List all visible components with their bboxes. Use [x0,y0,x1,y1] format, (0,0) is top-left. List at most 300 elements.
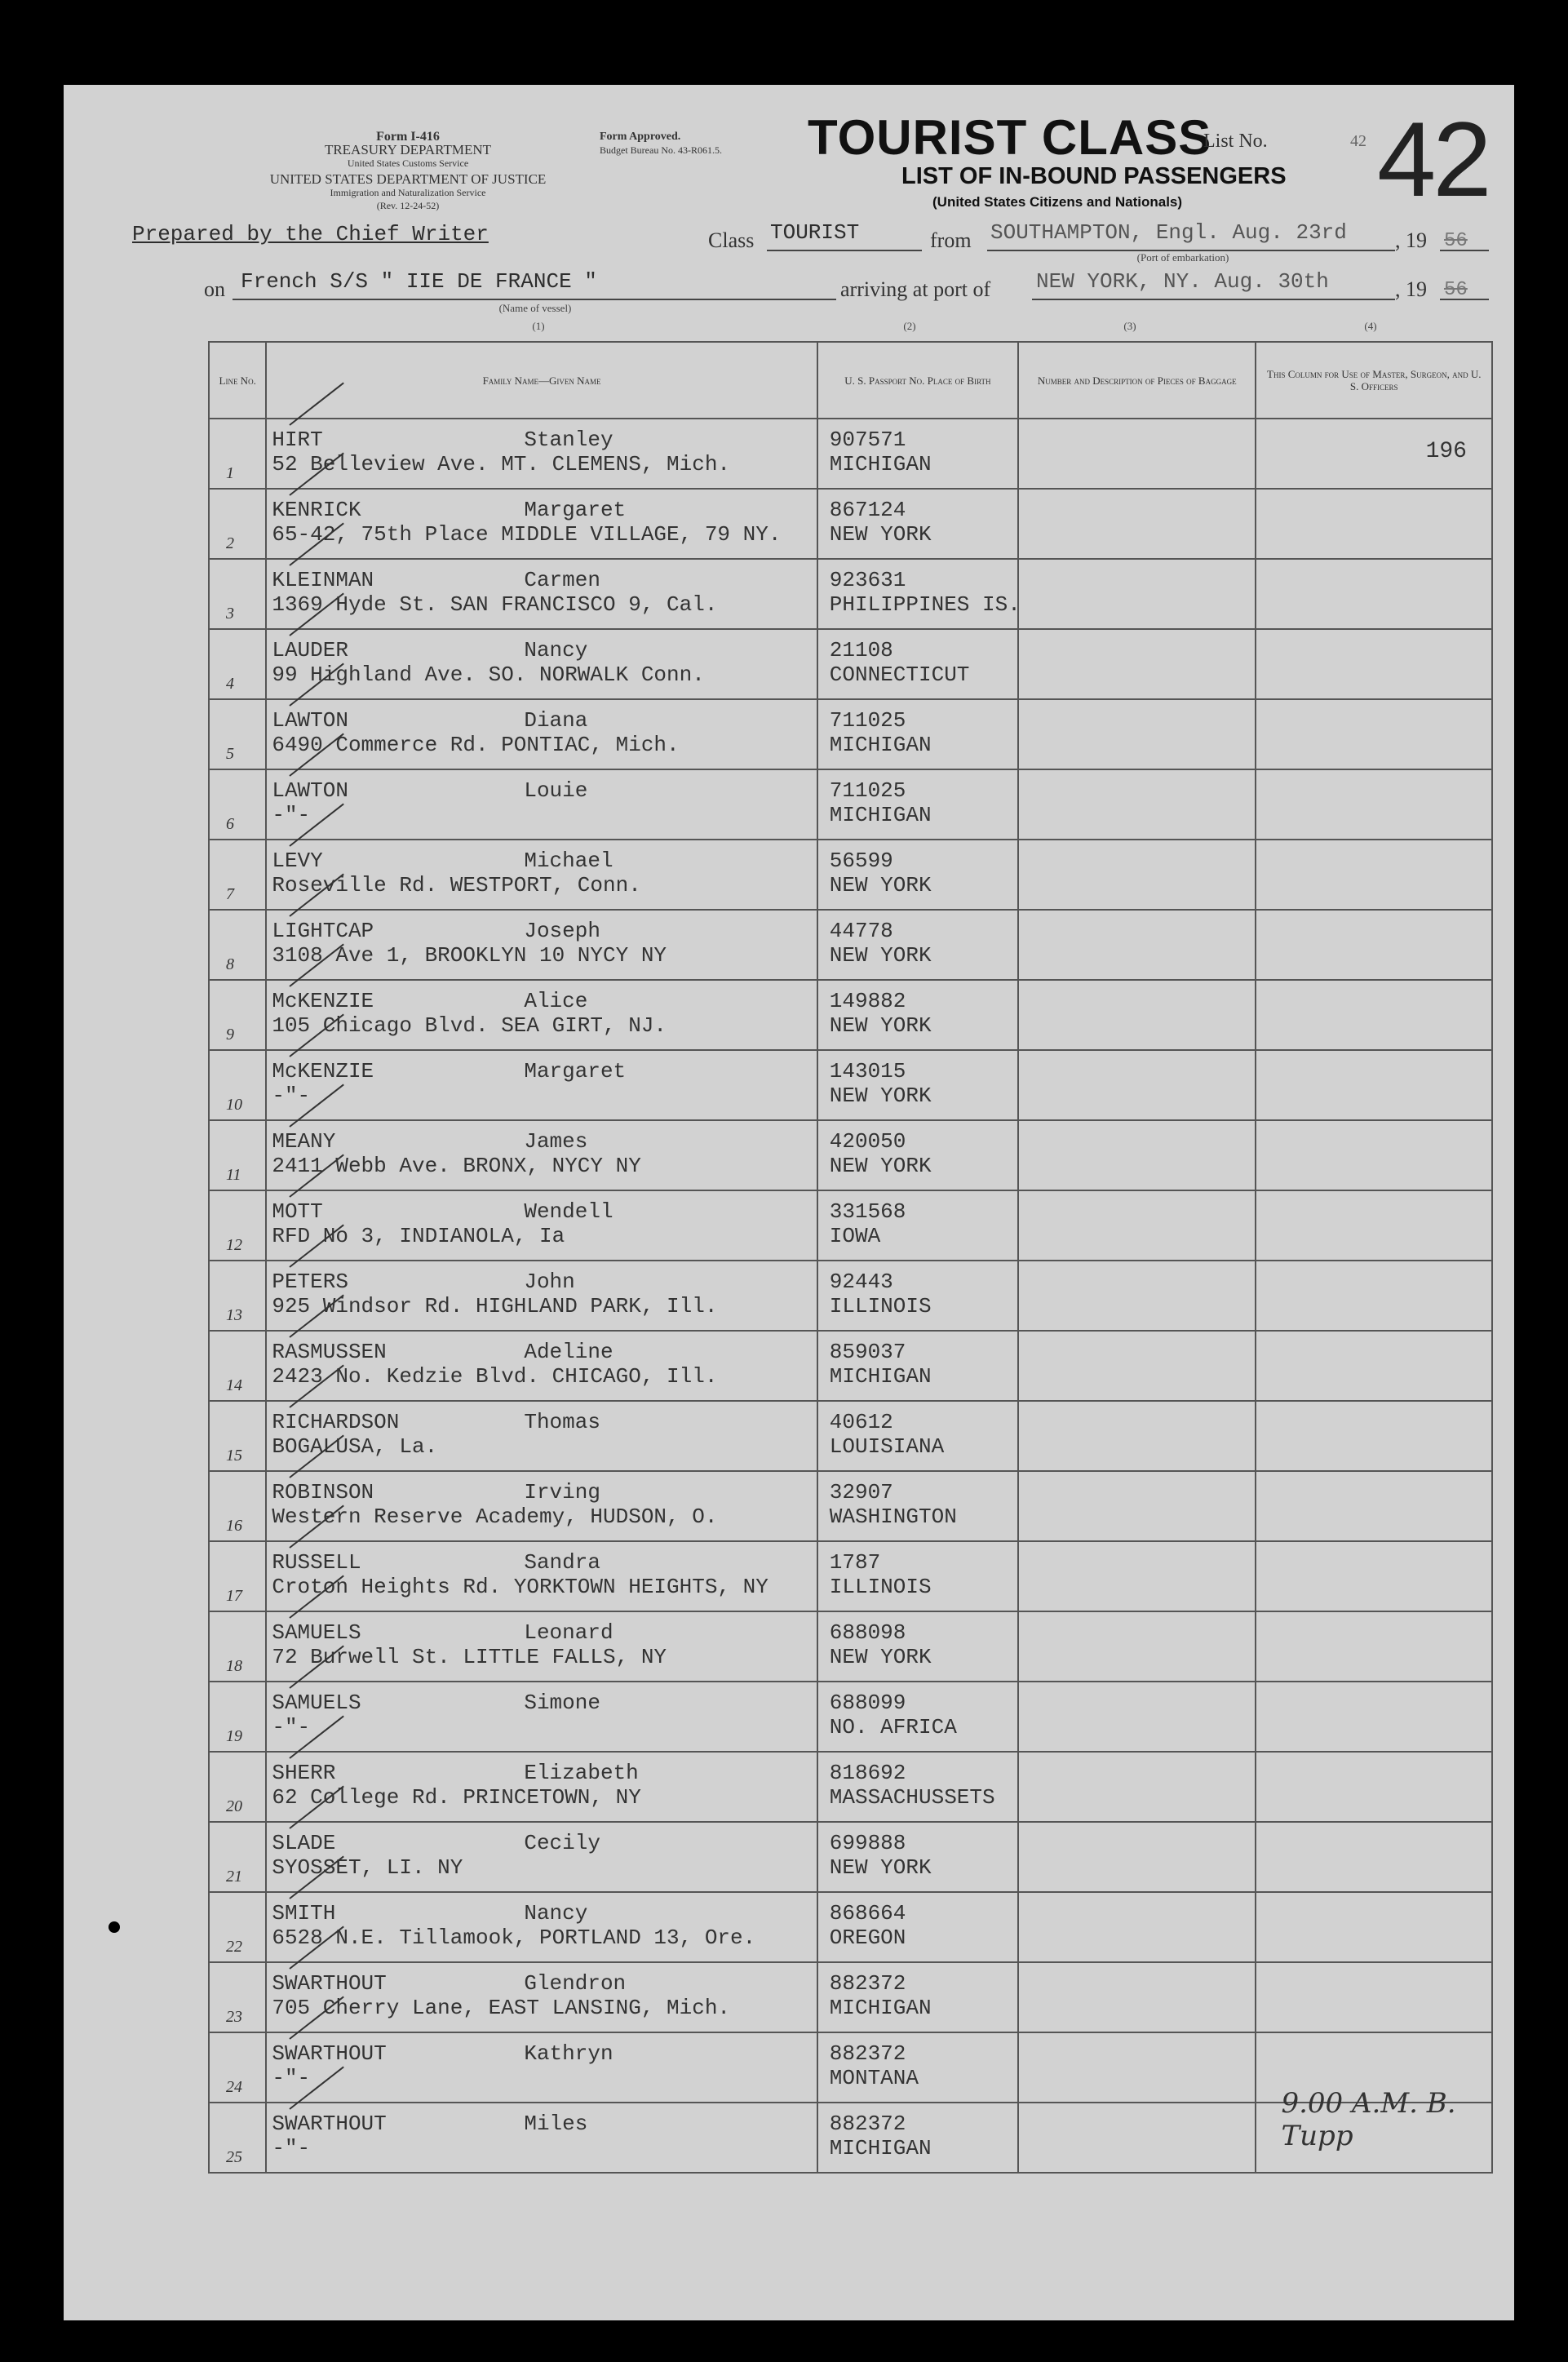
form-number: Form I-416 [376,130,440,144]
table-row [209,1190,1492,1261]
family-name: McKENZIE [272,989,374,1013]
place-of-birth: NEW YORK [829,1013,932,1038]
given-name: Simone [524,1691,600,1715]
line-number-cell [209,1892,266,1962]
name-cell [266,1752,817,1822]
passport-number: 44778 [829,919,893,943]
passport-number: 923631 [829,568,906,592]
line-number: 6 [226,815,234,833]
given-name: Margaret [524,1059,627,1084]
line-number: 13 [226,1306,242,1324]
vessel-name: French S/S " IIE DE FRANCE " [241,269,597,294]
family-name: SWARTHOUT [272,1971,387,1996]
line-number-cell [209,1611,266,1682]
passport-cell [817,2032,1018,2103]
table-row [209,1401,1492,1471]
address: -"- [272,1084,311,1108]
col-index-4: (4) [1364,320,1377,332]
form-agency-block [204,131,612,212]
line-number: 8 [226,955,234,973]
passport-cell [817,1190,1018,1261]
place-of-birth: NEW YORK [829,943,932,968]
family-name: LAUDER [272,638,348,663]
name-cell [266,699,817,769]
name-cell [266,2032,817,2103]
family-name: LEVY [272,849,323,873]
prepared-by: Prepared by the Chief Writer [132,222,489,246]
port-caption: (Port of embarkation) [1136,251,1229,264]
passport-cell [817,419,1018,489]
line-number-cell [209,910,266,980]
place-of-birth: MASSACHUSSETS [829,1785,995,1810]
line-number: 20 [226,1797,242,1815]
table-row [209,840,1492,910]
place-of-birth: PHILIPPINES IS. [829,592,1021,617]
table-row [209,1962,1492,2032]
officer-cell [1256,1822,1492,1892]
passport-number: 711025 [829,708,906,733]
place-of-birth: MICHIGAN [829,2136,932,2160]
passport-number: 699888 [829,1831,906,1855]
table-row [209,1050,1492,1120]
address: 62 College Rd. PRINCETOWN, NY [272,1785,641,1810]
class-field-line [767,250,922,251]
baggage-cell [1018,2103,1256,2173]
table-row [209,1471,1492,1541]
officer-cell [1256,699,1492,769]
passport-number: 331568 [829,1199,906,1224]
name-cell [266,1611,817,1682]
given-name: Glendron [524,1971,627,1996]
name-cell [266,980,817,1050]
line-number: 19 [226,1727,242,1745]
passport-number: 882372 [829,2041,906,2066]
passport-number: 40612 [829,1410,893,1434]
baggage-cell [1018,629,1256,699]
baggage-cell [1018,1120,1256,1190]
baggage-cell [1018,1471,1256,1541]
address: 105 Chicago Blvd. SEA GIRT, NJ. [272,1013,667,1038]
baggage-cell [1018,1401,1256,1471]
line-number: 7 [226,885,234,903]
passport-cell [817,629,1018,699]
passport-number: 859037 [829,1340,906,1364]
line-number-cell [209,1541,266,1611]
place-of-birth: MICHIGAN [829,452,932,476]
officer-cell [1256,1190,1492,1261]
address: Croton Heights Rd. YORKTOWN HEIGHTS, NY [272,1575,768,1599]
line-number-cell [209,419,266,489]
place-of-birth: MICHIGAN [829,803,932,827]
baggage-cell [1018,980,1256,1050]
family-name: McKENZIE [272,1059,374,1084]
line-number: 12 [226,1236,242,1254]
passport-cell [817,980,1018,1050]
place-of-birth: MICHIGAN [829,733,932,757]
address: 1369 Hyde St. SAN FRANCISCO 9, Cal. [272,592,718,617]
address: -"- [272,1715,311,1739]
line-number: 24 [226,2078,242,2096]
line-number: 1 [226,464,234,482]
table-row [209,1822,1492,1892]
address: Western Reserve Academy, HUDSON, O. [272,1505,718,1529]
given-name: Louie [524,778,588,803]
line-number: 21 [226,1868,242,1886]
officer-cell [1256,559,1492,629]
from-year: 56 [1444,230,1468,252]
passport-number: 907571 [829,428,906,452]
passport-cell [817,1261,1018,1331]
passport-number: 882372 [829,2112,906,2136]
passport-cell [817,489,1018,559]
table-header-row [209,342,1492,419]
passport-number: 868664 [829,1901,906,1925]
table-row [209,1120,1492,1190]
table-row [209,629,1492,699]
officer-cell [1256,1471,1492,1541]
officer-note: 9.00 A.M. B. Tupp [1281,2087,1456,2152]
family-name: LAWTON [272,778,348,803]
line-number-cell [209,1962,266,2032]
passport-number: 56599 [829,849,893,873]
passport-cell [817,1331,1018,1401]
place-of-birth: ILLINOIS [829,1294,932,1318]
line-number-cell [209,1190,266,1261]
line-number: 10 [226,1096,242,1114]
family-name: KLEINMAN [272,568,374,592]
line-number-cell [209,1331,266,1401]
line-number-cell [209,769,266,840]
address: 6528 N.E. Tillamook, PORTLAND 13, Ore. [272,1925,756,1950]
line-number-cell [209,629,266,699]
baggage-cell [1018,699,1256,769]
given-name: Wendell [524,1199,613,1224]
name-cell [266,910,817,980]
place-of-birth: NEW YORK [829,522,932,547]
passport-number: 149882 [829,989,906,1013]
family-name: HIRT [272,428,323,452]
col-header-baggage: Number and Description of Pieces of Baggage [1018,342,1256,419]
col-header-passport: U. S. Passport No. Place of Birth [817,342,1018,419]
given-name: Diana [524,708,588,733]
baggage-cell [1018,559,1256,629]
list-no-handwritten: 42 [1377,100,1489,219]
treasury-dept: TREASURY DEPARTMENT [324,142,492,157]
line-number-cell [209,1050,266,1120]
baggage-cell [1018,769,1256,840]
passport-number: 92443 [829,1270,893,1294]
line-number: 4 [226,675,234,693]
line-number: 3 [226,605,234,623]
baggage-cell [1018,1682,1256,1752]
class-label: Class [708,228,755,252]
address: -"- [272,803,311,827]
name-cell [266,1190,817,1261]
table-row [209,1541,1492,1611]
embarkation-port: SOUTHAMPTON, Engl. Aug. 23rd [990,220,1347,245]
name-cell [266,840,817,910]
line-number: 15 [226,1447,242,1465]
family-name: RUSSELL [272,1550,361,1575]
address: 6490 Commerce Rd. PONTIAC, Mich. [272,733,680,757]
address: RFD No 3, INDIANOLA, Ia [272,1224,565,1248]
baggage-cell [1018,1611,1256,1682]
family-name: ROBINSON [272,1480,374,1505]
class-title: TOURIST CLASS [808,110,1212,165]
baggage-cell [1018,489,1256,559]
given-name: Irving [524,1480,600,1505]
passport-number: 688098 [829,1620,906,1645]
table-row [209,1331,1492,1401]
form-approval [600,131,820,157]
line-number: 17 [226,1587,242,1605]
passport-cell [817,699,1018,769]
list-no-label: List No. [1203,131,1268,152]
family-name: SAMUELS [272,1620,361,1645]
col-header-line: Line No. [209,342,266,419]
officer-cell [1256,2087,1492,2173]
line-number: 14 [226,1376,242,1394]
officer-cell [1256,629,1492,699]
family-name: SAMUELS [272,1691,361,1715]
table-row [209,699,1492,769]
officer-cell [1256,489,1492,559]
name-cell [266,1471,817,1541]
line-number-cell [209,699,266,769]
name-cell [266,629,817,699]
name-cell [266,1120,817,1190]
address: 925 Windsor Rd. HIGHLAND PARK, Ill. [272,1294,718,1318]
given-name: Michael [524,849,613,873]
family-name: KENRICK [272,498,361,522]
officer-cell [1256,1611,1492,1682]
col-index-3: (3) [1123,320,1136,332]
passport-cell [817,1471,1018,1541]
passport-number: 818692 [829,1761,906,1785]
passport-cell [817,1822,1018,1892]
name-cell [266,1261,817,1331]
col-index-1: (1) [532,320,545,332]
baggage-cell [1018,1752,1256,1822]
officer-cell [1256,910,1492,980]
arriving-year: 56 [1444,279,1468,301]
table-row [209,980,1492,1050]
name-cell [266,1050,817,1120]
table-row [209,489,1492,559]
officer-cell [1256,1261,1492,1331]
baggage-cell [1018,910,1256,980]
passport-cell [817,1541,1018,1611]
name-cell [266,1682,817,1752]
table-row [209,2103,1492,2173]
address: -"- [272,2136,311,2160]
baggage-cell [1018,1050,1256,1120]
col-header-name: Family Name—Given Name [266,342,817,419]
officer-cell [1256,1541,1492,1611]
place-of-birth: MICHIGAN [829,1364,932,1389]
family-name: MEANY [272,1129,336,1154]
justice-dept: UNITED STATES DEPARTMENT OF JUSTICE [269,171,547,187]
family-name: RASMUSSEN [272,1340,387,1364]
passenger-table [208,341,1493,2174]
officer-cell [1256,1682,1492,1752]
officer-note: 196 [1425,439,1467,464]
officer-cell [1256,1962,1492,2032]
passport-cell [817,1120,1018,1190]
passport-cell [817,1682,1018,1752]
table-row [209,1752,1492,1822]
line-number-cell [209,1471,266,1541]
line-number: 5 [226,745,234,763]
baggage-cell [1018,1261,1256,1331]
list-subtitle: LIST OF IN-BOUND PASSENGERS [901,163,1287,189]
passport-number: 867124 [829,498,906,522]
given-name: Elizabeth [524,1761,639,1785]
officer-cell [1256,1050,1492,1120]
officer-cell [1256,1892,1492,1962]
arriving-field-line [1032,299,1395,300]
passport-cell [817,1050,1018,1120]
given-name: Carmen [524,568,600,592]
list-subtitle-citizens: (United States Citizens and Nationals) [932,194,1183,210]
passport-number: 21108 [829,638,893,663]
line-number-cell [209,489,266,559]
table-row [209,1682,1492,1752]
line-number-cell [209,2103,266,2173]
line-number-cell [209,1682,266,1752]
given-name: Cecily [524,1831,600,1855]
name-cell [266,1822,817,1892]
passport-cell [817,910,1018,980]
baggage-cell [1018,1892,1256,1962]
given-name: Nancy [524,638,588,663]
family-name: SLADE [272,1831,336,1855]
line-number: 23 [226,2008,242,2026]
from-label: from [930,228,972,252]
line-number-cell [209,1261,266,1331]
name-cell [266,769,817,840]
place-of-birth: NO. AFRICA [829,1715,957,1739]
given-name: Thomas [524,1410,600,1434]
from-year-line [1440,250,1489,251]
baggage-cell [1018,419,1256,489]
arriving-year-line [1440,299,1489,300]
given-name: Nancy [524,1901,588,1925]
class-value: TOURIST [770,220,860,245]
given-name: Joseph [524,919,600,943]
address: 705 Cherry Lane, EAST LANSING, Mich. [272,1996,731,2020]
arriving-label: arriving at port of [840,277,991,301]
place-of-birth: NEW YORK [829,1154,932,1178]
table-row [209,910,1492,980]
name-cell [266,1331,817,1401]
table-row [209,1892,1492,1962]
table-row [209,1261,1492,1331]
place-of-birth: MICHIGAN [829,1996,932,2020]
given-name: Leonard [524,1620,613,1645]
given-name: Kathryn [524,2041,613,2066]
passport-number: 32907 [829,1480,893,1505]
address: 52 Belleview Ave. MT. CLEMENS, Mich. [272,452,731,476]
baggage-cell [1018,840,1256,910]
given-name: Sandra [524,1550,600,1575]
place-of-birth: NEW YORK [829,1645,932,1669]
passport-number: 882372 [829,1971,906,1996]
given-name: Margaret [524,498,627,522]
place-of-birth: WASHINGTON [829,1505,957,1529]
passport-cell [817,840,1018,910]
place-of-birth: NEW YORK [829,1084,932,1108]
line-number: 2 [226,534,234,552]
line-number: 9 [226,1026,234,1044]
given-name: Alice [524,989,588,1013]
from-year-prefix: , 19 [1395,228,1427,252]
line-number-cell [209,840,266,910]
line-number: 18 [226,1657,242,1675]
family-name: RICHARDSON [272,1410,400,1434]
baggage-cell [1018,1822,1256,1892]
passport-number: 1787 [829,1550,881,1575]
address: 3108 Ave 1, BROOKLYN 10 NYCY NY [272,943,667,968]
table-row [209,419,1492,489]
line-number: 25 [226,2148,242,2166]
place-of-birth: LOUISIANA [829,1434,945,1459]
passport-cell [817,1962,1018,2032]
name-cell [266,419,817,489]
given-name: Adeline [524,1340,613,1364]
line-number-cell [209,1401,266,1471]
passport-cell [817,1611,1018,1682]
address: 2411 Webb Ave. BRONX, NYCY NY [272,1154,641,1178]
name-cell [266,1892,817,1962]
ins-service: Immigration and Naturalization Service [330,187,486,198]
table-body [209,419,1492,2173]
line-number-cell [209,2032,266,2103]
arriving-year-prefix: , 19 [1395,277,1427,301]
passport-cell [817,1401,1018,1471]
officer-cell [1256,840,1492,910]
line-number-cell [209,559,266,629]
officer-cell [1256,1752,1492,1822]
place-of-birth: OREGON [829,1925,906,1950]
line-number-cell [209,980,266,1050]
passport-number: 143015 [829,1059,906,1084]
family-name: LIGHTCAP [272,919,374,943]
passport-cell [817,769,1018,840]
on-label: on [204,277,225,301]
officer-cell [1256,769,1492,840]
family-name: SWARTHOUT [272,2112,387,2136]
line-number: 22 [226,1938,242,1956]
table-row [209,559,1492,629]
family-name: SWARTHOUT [272,2041,387,2066]
family-name: LAWTON [272,708,348,733]
baggage-cell [1018,1190,1256,1261]
address: 65-42, 75th Place MIDDLE VILLAGE, 79 NY. [272,522,782,547]
family-name: MOTT [272,1199,323,1224]
name-cell [266,1962,817,2032]
address: 2423 No. Kedzie Blvd. CHICAGO, Ill. [272,1364,718,1389]
table-row [209,769,1492,840]
col-index-2: (2) [903,320,916,332]
address: -"- [272,2066,311,2090]
place-of-birth: MONTANA [829,2066,919,2090]
line-number: 16 [226,1517,242,1535]
passport-cell [817,1892,1018,1962]
vessel-caption: (Name of vessel) [498,302,572,314]
passport-cell [817,559,1021,629]
form-approved: Form Approved. [600,131,681,143]
